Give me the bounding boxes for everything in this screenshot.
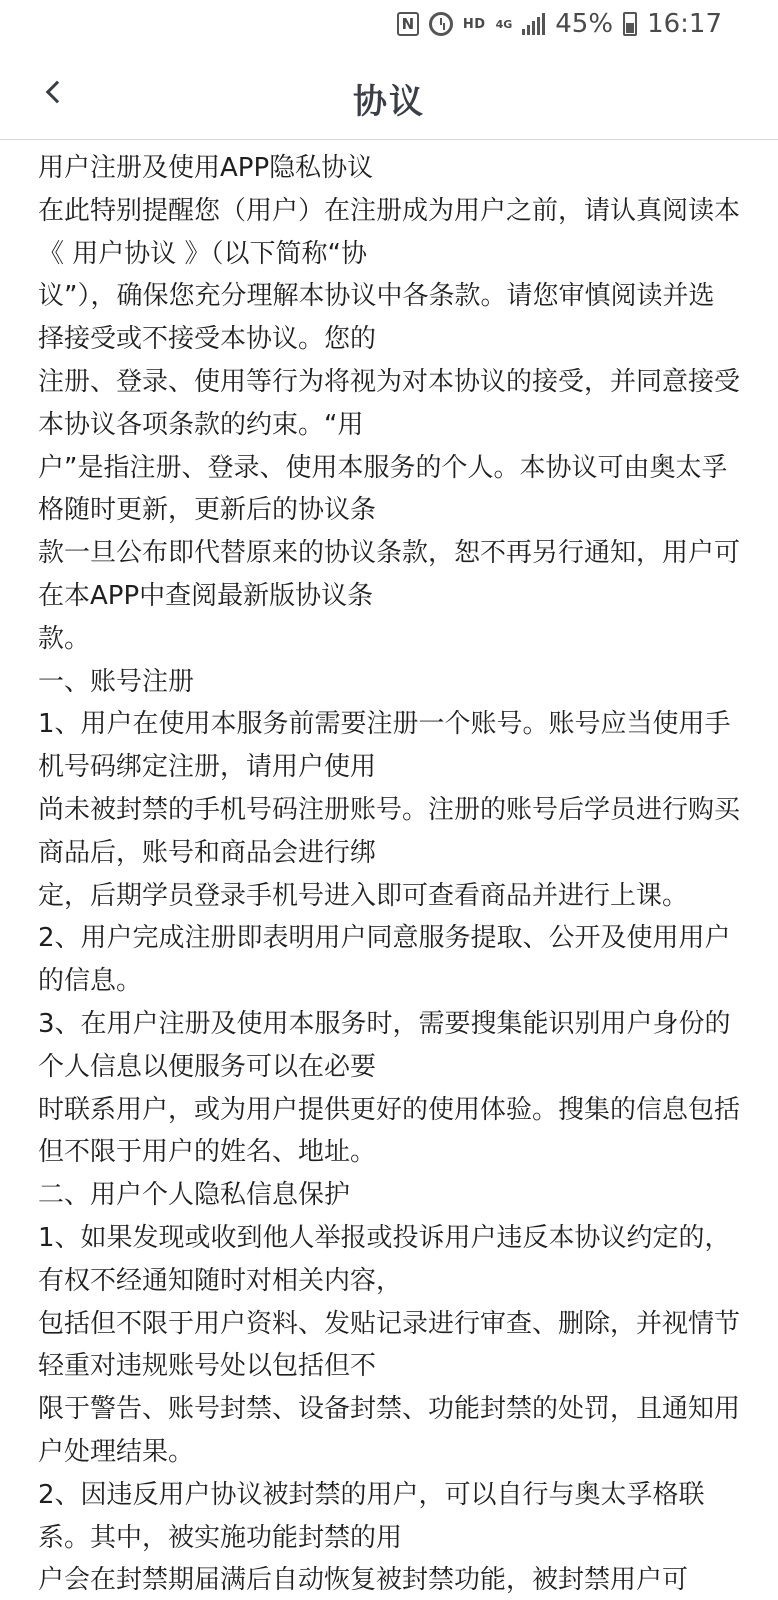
agreement-line: 时联系用户，或为用户提供更好的使用体验。搜集的信息包括但不限于用户的姓名、地址。 <box>38 1094 741 1168</box>
clock: 16:17 <box>647 9 722 39</box>
agreement-line: 注册、登录、使用等行为将视为对本协议的接受，并同意接受本协议各项条款的约束。“用 <box>38 366 741 440</box>
section-heading: 一、账号注册 <box>38 666 195 697</box>
agreement-line: 款。 <box>38 623 91 654</box>
hd-indicator: HD <box>462 16 486 32</box>
agreement-line: 2、因违反用户协议被封禁的用户，可以自行与奥太孚格联系。其中，被实施功能封禁的用 <box>38 1479 705 1553</box>
nfc-icon: N <box>397 12 419 36</box>
app-bar <box>0 48 778 140</box>
battery-percent: 45% <box>555 9 614 39</box>
agreement-line: 户会在封禁期届满后自动恢复被封禁功能，被封禁用户可 <box>38 1565 689 1596</box>
signal-icon <box>522 13 545 35</box>
network-type: 4G <box>495 17 513 31</box>
agreement-line: 定，后期学员登录手机号进入即可查看商品并进行上课。 <box>38 880 689 911</box>
agreement-line: 3、在用户注册及使用本服务时，需要搜集能识别用户身份的个人信息以便服务可以在必要 <box>38 1008 731 1082</box>
agreement-line: 1、如果发现或收到他人举报或投诉用户违反本协议约定的，有权不经通知随时对相关内容， <box>38 1222 731 1296</box>
section-heading: 二、用户个人隐私信息保护 <box>38 1180 351 1211</box>
agreement-content[interactable] <box>0 141 778 1600</box>
page-title: 协议 <box>353 82 425 122</box>
agreement-line: 1、用户在使用本服务前需要注册一个账号。账号应当使用手机号码绑定注册，请用户使用 <box>38 709 731 783</box>
agreement-line: 限于警告、账号封禁、设备封禁、功能封禁的处罚，且通知用户处理结果。 <box>38 1394 741 1467</box>
agreement-line: 包括但不限于用户资料、发贴记录进行审查、删除，并视情节轻重对违规账号处以包括但不 <box>38 1308 741 1382</box>
agreement-line: 尚未被封禁的手机号码注册账号。注册的账号后学员进行购买商品后，账号和商品会进行绑 <box>38 794 741 868</box>
battery-icon <box>623 12 637 36</box>
status-bar <box>0 0 778 48</box>
agreement-line: 2、用户完成注册即表明用户同意服务提取、公开及使用用户的信息。 <box>38 923 731 997</box>
agreement-line: 款一旦公布即代替原来的协议条款，恕不再另行通知，用户可在本APP中查阅最新版协议条 <box>38 538 741 611</box>
agreement-line: 户”是指注册、登录、使用本服务的个人。本协议可由奥太孚格随时更新，更新后的协议条 <box>38 452 728 526</box>
agreement-line: 用户注册及使用APP隐私协议 <box>38 153 374 183</box>
agreement-line: 在此特别提醒您（用户）在注册成为用户之前，请认真阅读本《 用户协议 》（以下简称“协 <box>38 195 741 269</box>
agreement-line: 议”），确保您充分理解本协议中各条款。请您审慎阅读并选择接受或不接受本协议。您的 <box>38 281 715 355</box>
alarm-icon <box>429 12 453 36</box>
